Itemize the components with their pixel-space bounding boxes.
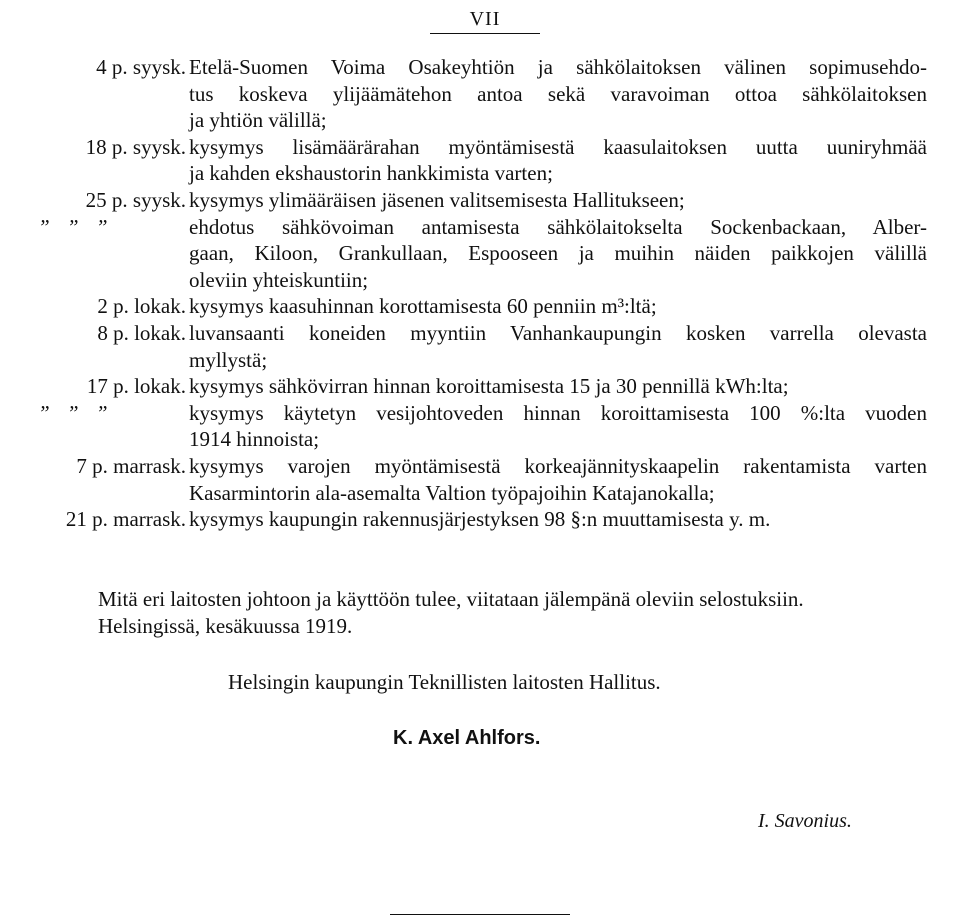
entry-date: ” ” ” [38,214,114,239]
entry-row [0,506,960,533]
entry-text-line: Kasarmintorin ala-asemalta Valtion työpajoihin Katajanokalla; [189,480,715,505]
entry-text-line: ja yhtiön välillä; [189,108,327,133]
entry-text-line: kysymys kaasuhinnan korottamisesta 60 penniin m³:ltä; [189,294,657,319]
entry-text-line: myllystä; [189,347,268,372]
entry-text-line: kysymys sähkövirran hinnan koroittamisesta 15 ja 30 pennillä kWh:lta; [189,374,789,399]
entry-text-line: tus koskeva ylijäämätehon antoa sekä varavoiman ottoa sähkölaitoksen [189,81,927,106]
entry-row [0,187,960,214]
entry-date: 25 p. syysk. [85,187,186,212]
entry-row [0,373,960,400]
entry-text-line: oleviin yhteiskuntiin; [189,267,369,292]
entry-text-line: ehdotus sähkövoiman antamisesta sähkölaitokselta Sockenbackaan, Alber- [189,214,927,239]
closing-text: Mitä eri laitosten johtoon ja käyttöön tulee, viitataan jälempänä oleviin selostuksiin. [98,587,804,611]
entry-text [187,214,927,294]
entry-date: 8 p. lokak. [97,320,186,345]
entry-text [187,453,927,506]
entry-text-line: kysymys lisämäärärahan myöntämisestä kaasulaitoksen uutta uuniryhmää [189,134,927,159]
signatory-1: K. Axel Ahlfors. [393,727,541,749]
closing-paragraph [98,586,938,640]
entry-row [0,320,960,373]
signatory-2: I. Savonius. [758,810,852,832]
entry-text-line: kysymys kaupungin rakennusjärjestyksen 98 §:n muuttamisesta y. m. [189,507,771,532]
entry-date: 4 p. syysk. [96,55,186,79]
page-number: VII [469,8,501,30]
entry-text [187,400,927,453]
entry-text [187,506,927,533]
entry-text [187,187,927,214]
footer-rule [390,914,570,915]
entry-row [0,293,960,320]
entry-text [187,373,927,400]
header-rule [430,33,540,34]
entry-list [0,54,960,533]
entry-text-line: kysymys käytetyn vesijohtoveden hinnan koroittamisesta 100 %:lta vuoden [189,400,927,425]
entry-text-line: 1914 hinnoista; [189,427,320,452]
entry-text-line: Etelä-Suomen Voima Osakeyhtiön ja sähkölaitoksen välinen sopimusehdo- [189,55,927,79]
entry-row [0,214,960,294]
entry-text [187,320,927,373]
entry-row [0,54,960,134]
entry-date: ” ” ” [38,400,114,425]
entry-text-line: kysymys varojen myöntämisestä korkeajännityskaapelin rakentamista varten [189,453,927,478]
organization-name: Helsingin kaupungin Teknillisten laitosten Hallitus. [228,670,661,694]
entry-text [187,293,927,320]
entry-row [0,400,960,453]
entry-date: 18 p. syysk. [85,134,186,159]
entry-text-line: ja kahden ekshaustorin hankkimista varten; [189,161,553,186]
place-and-date: Helsingissä, kesäkuussa 1919. [98,614,353,638]
entry-text-line: luvansaanti koneiden myyntiin Vanhankaupungin kosken varrella olevasta [189,320,927,345]
entry-text-line: kysymys ylimääräisen jäsenen valitsemisesta Hallitukseen; [189,187,685,212]
entry-date: 2 p. lokak. [97,294,186,319]
entry-date: 7 p. marrask. [76,453,186,478]
entry-date: 17 p. lokak. [86,374,186,399]
entry-text [187,134,927,187]
entry-row [0,134,960,187]
entry-row [0,453,960,506]
entry-text [187,54,927,134]
entry-date: 21 p. marrask. [65,507,186,532]
entry-text-line: gaan, Kiloon, Grankullaan, Espooseen ja muihin näiden paikkojen välillä [189,241,927,266]
